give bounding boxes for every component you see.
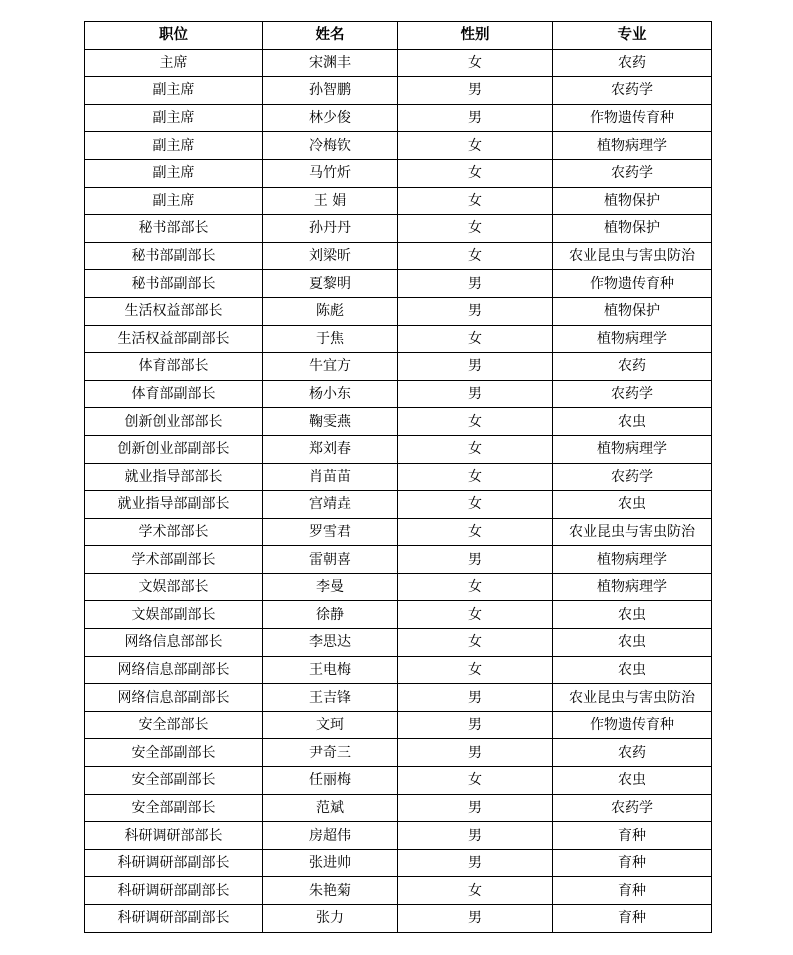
cell-major: 农药 [553, 353, 712, 381]
cell-gender: 男 [398, 353, 553, 381]
table-row [85, 656, 712, 684]
cell-position: 网络信息部副部长 [85, 656, 263, 684]
cell-gender: 女 [398, 629, 553, 657]
cell-major: 农虫 [553, 491, 712, 519]
cell-name: 范斌 [263, 794, 398, 822]
cell-position: 就业指导部副部长 [85, 491, 263, 519]
cell-major: 育种 [553, 877, 712, 905]
cell-position: 副主席 [85, 77, 263, 105]
cell-name: 王电梅 [263, 656, 398, 684]
table-row [85, 905, 712, 933]
table-row [85, 380, 712, 408]
cell-name: 宫靖垚 [263, 491, 398, 519]
cell-name: 文珂 [263, 711, 398, 739]
cell-name: 罗雪君 [263, 518, 398, 546]
cell-gender: 男 [398, 297, 553, 325]
cell-major: 育种 [553, 905, 712, 933]
table-row [85, 822, 712, 850]
cell-name: 郑刘春 [263, 435, 398, 463]
cell-major: 作物遗传育种 [553, 104, 712, 132]
cell-position: 安全部副部长 [85, 794, 263, 822]
member-roster-table [84, 21, 712, 933]
cell-gender: 女 [398, 325, 553, 353]
table-row [85, 794, 712, 822]
cell-position: 文娱部副部长 [85, 601, 263, 629]
cell-gender: 女 [398, 49, 553, 77]
cell-gender: 女 [398, 242, 553, 270]
cell-name: 鞠雯燕 [263, 408, 398, 436]
cell-name: 林少俊 [263, 104, 398, 132]
cell-gender: 男 [398, 739, 553, 767]
table-row [85, 353, 712, 381]
table-row [85, 601, 712, 629]
cell-position: 副主席 [85, 104, 263, 132]
cell-gender: 男 [398, 849, 553, 877]
cell-major: 农虫 [553, 408, 712, 436]
column-header-gender: 性别 [398, 22, 553, 50]
cell-major: 农药 [553, 739, 712, 767]
table-header [85, 22, 712, 50]
table-row [85, 463, 712, 491]
cell-name: 张进帅 [263, 849, 398, 877]
cell-position: 秘书部副部长 [85, 242, 263, 270]
cell-name: 李曼 [263, 573, 398, 601]
cell-name: 牛宜方 [263, 353, 398, 381]
cell-name: 于焦 [263, 325, 398, 353]
cell-position: 副主席 [85, 187, 263, 215]
cell-gender: 女 [398, 408, 553, 436]
cell-gender: 男 [398, 794, 553, 822]
table-row [85, 215, 712, 243]
cell-major: 植物保护 [553, 297, 712, 325]
cell-name: 陈彪 [263, 297, 398, 325]
cell-gender: 女 [398, 601, 553, 629]
cell-position: 体育部部长 [85, 353, 263, 381]
table-row [85, 270, 712, 298]
cell-name: 房超伟 [263, 822, 398, 850]
table-row [85, 629, 712, 657]
cell-name: 任丽梅 [263, 767, 398, 795]
cell-name: 徐静 [263, 601, 398, 629]
cell-major: 植物病理学 [553, 573, 712, 601]
cell-name: 孙丹丹 [263, 215, 398, 243]
cell-position: 生活权益部副部长 [85, 325, 263, 353]
cell-gender: 女 [398, 767, 553, 795]
cell-gender: 女 [398, 132, 553, 160]
cell-gender: 男 [398, 905, 553, 933]
header-row [85, 22, 712, 50]
table-row [85, 159, 712, 187]
table-row [85, 49, 712, 77]
cell-position: 副主席 [85, 132, 263, 160]
cell-position: 生活权益部部长 [85, 297, 263, 325]
cell-position: 安全部部长 [85, 711, 263, 739]
cell-gender: 男 [398, 684, 553, 712]
cell-major: 育种 [553, 822, 712, 850]
cell-position: 学术部副部长 [85, 546, 263, 574]
column-header-major: 专业 [553, 22, 712, 50]
table-body [85, 49, 712, 932]
cell-major: 农业昆虫与害虫防治 [553, 242, 712, 270]
cell-position: 学术部部长 [85, 518, 263, 546]
cell-major: 农业昆虫与害虫防治 [553, 518, 712, 546]
column-header-position: 职位 [85, 22, 263, 50]
cell-gender: 女 [398, 215, 553, 243]
cell-major: 农业昆虫与害虫防治 [553, 684, 712, 712]
cell-major: 作物遗传育种 [553, 270, 712, 298]
cell-position: 主席 [85, 49, 263, 77]
cell-gender: 男 [398, 104, 553, 132]
cell-name: 杨小东 [263, 380, 398, 408]
table-row [85, 849, 712, 877]
table-row [85, 711, 712, 739]
cell-gender: 女 [398, 518, 553, 546]
table-row [85, 297, 712, 325]
cell-name: 张力 [263, 905, 398, 933]
column-header-name: 姓名 [263, 22, 398, 50]
table-row [85, 518, 712, 546]
cell-major: 农虫 [553, 601, 712, 629]
cell-position: 体育部副部长 [85, 380, 263, 408]
cell-gender: 女 [398, 877, 553, 905]
cell-position: 网络信息部副部长 [85, 684, 263, 712]
cell-name: 冷梅钦 [263, 132, 398, 160]
cell-position: 科研调研部部长 [85, 822, 263, 850]
table-row [85, 132, 712, 160]
cell-major: 农虫 [553, 767, 712, 795]
cell-major: 植物病理学 [553, 325, 712, 353]
cell-position: 秘书部部长 [85, 215, 263, 243]
cell-name: 孙智鹏 [263, 77, 398, 105]
cell-position: 就业指导部部长 [85, 463, 263, 491]
table-row [85, 684, 712, 712]
cell-name: 朱艳菊 [263, 877, 398, 905]
cell-gender: 女 [398, 159, 553, 187]
cell-gender: 女 [398, 491, 553, 519]
cell-position: 科研调研部副部长 [85, 905, 263, 933]
cell-position: 文娱部部长 [85, 573, 263, 601]
table-row [85, 77, 712, 105]
cell-position: 网络信息部部长 [85, 629, 263, 657]
table-row [85, 767, 712, 795]
table-row [85, 573, 712, 601]
table-row [85, 435, 712, 463]
table-row [85, 104, 712, 132]
cell-position: 副主席 [85, 159, 263, 187]
cell-major: 农药学 [553, 77, 712, 105]
table-row [85, 546, 712, 574]
cell-name: 王 娟 [263, 187, 398, 215]
table-row [85, 325, 712, 353]
cell-position: 科研调研部副部长 [85, 877, 263, 905]
cell-major: 农药学 [553, 463, 712, 491]
cell-major: 植物保护 [553, 215, 712, 243]
cell-gender: 男 [398, 711, 553, 739]
cell-position: 创新创业部副部长 [85, 435, 263, 463]
cell-major: 农药学 [553, 794, 712, 822]
cell-name: 宋渊丰 [263, 49, 398, 77]
cell-gender: 女 [398, 463, 553, 491]
cell-major: 农药学 [553, 159, 712, 187]
cell-gender: 女 [398, 573, 553, 601]
cell-gender: 男 [398, 270, 553, 298]
cell-major: 农虫 [553, 656, 712, 684]
table-row [85, 242, 712, 270]
table-row [85, 408, 712, 436]
cell-gender: 女 [398, 656, 553, 684]
cell-gender: 男 [398, 380, 553, 408]
cell-name: 雷朝喜 [263, 546, 398, 574]
table-row [85, 739, 712, 767]
cell-gender: 男 [398, 822, 553, 850]
cell-major: 农药学 [553, 380, 712, 408]
cell-name: 夏黎明 [263, 270, 398, 298]
cell-major: 植物保护 [553, 187, 712, 215]
cell-name: 刘梁昕 [263, 242, 398, 270]
cell-major: 植物病理学 [553, 435, 712, 463]
cell-major: 育种 [553, 849, 712, 877]
cell-gender: 男 [398, 77, 553, 105]
cell-name: 李思达 [263, 629, 398, 657]
cell-gender: 女 [398, 435, 553, 463]
table-row [85, 187, 712, 215]
cell-gender: 男 [398, 546, 553, 574]
table-row [85, 491, 712, 519]
cell-name: 肖苗苗 [263, 463, 398, 491]
cell-name: 马竹炘 [263, 159, 398, 187]
cell-gender: 女 [398, 187, 553, 215]
cell-major: 作物遗传育种 [553, 711, 712, 739]
cell-major: 农药 [553, 49, 712, 77]
cell-position: 安全部副部长 [85, 739, 263, 767]
cell-name: 王吉锋 [263, 684, 398, 712]
cell-name: 尹奇三 [263, 739, 398, 767]
table-row [85, 877, 712, 905]
cell-position: 秘书部副部长 [85, 270, 263, 298]
cell-position: 创新创业部部长 [85, 408, 263, 436]
cell-position: 安全部副部长 [85, 767, 263, 795]
cell-major: 农虫 [553, 629, 712, 657]
cell-position: 科研调研部副部长 [85, 849, 263, 877]
cell-major: 植物病理学 [553, 132, 712, 160]
cell-major: 植物病理学 [553, 546, 712, 574]
